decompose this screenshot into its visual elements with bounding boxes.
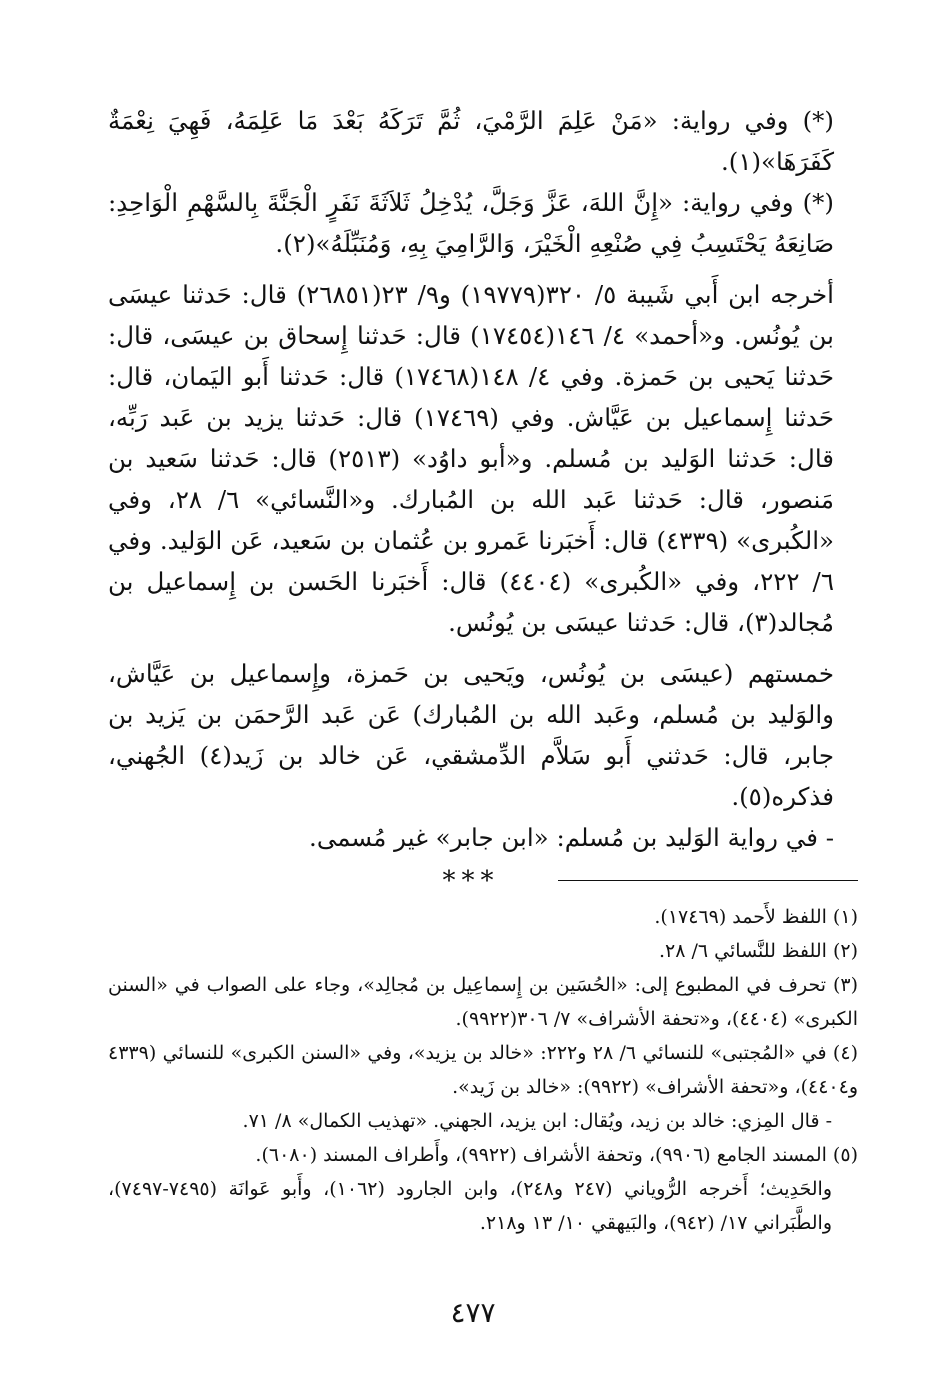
footnote-1: (١) اللفظ لأَحمد (١٧٤٦٩).: [654, 906, 858, 928]
footnote-divider: [558, 880, 858, 881]
narration-paragraph-1: (*) وفي رواية: «مَنْ عَلِمَ الرَّمْيَ، ثُمَّ تَرَكَهُ بَعْدَ مَا عَلِمَهُ، فَهِيَ نِعْمَةٌ كَفَرَهَا»(١).: [108, 106, 834, 176]
footnote-3: (٣) تحرف في المطبوع إلى: «الحُسَين بن إِسماعِيل بن مُجالِد»، وجاء على الصواب في «السنن الكبرى» (٤٤٠٤)، و«تحفة الأشراف» ٧/ ٣٠٦(٩٩٢٢).: [108, 974, 859, 1030]
page-number: ٤٧٧: [450, 1296, 496, 1329]
note-paragraph: - في رواية الوَليد بن مُسلم: «ابن جابر» غير مُسمى.: [309, 823, 834, 852]
isnad-paragraph: خمستهم (عيسَى بن يُونُس، ويَحيى بن حَمزة، وإِسماعيل بن عَيَّاش، والوَليد بن مُسلم، وعَبد الله بن المُبارك) عَن عَبد الرَّحمَن بن يَزيد بن جابر، قال: حَدثني أَبو سَلاَّم الدِّمشقي، عَن خالد بن زَيد(٤) الجُهني، فذكره(٥).: [108, 659, 834, 811]
footnote-5: (٥) المسند الجامع (٩٩٠٦)، وتحفة الأشراف (٩٩٢٢)، وأَطراف المسند (٦٠٨٠).: [255, 1144, 858, 1166]
narration-paragraph-2: (*) وفي رواية: «إِنَّ اللهَ، عَزَّ وَجَلَّ، يُدْخِلُ ثَلاَثَةَ نَفَرٍ الْجَنَّةَ بِالسَّهْمِ الْوَاحِدِ: صَانِعَهُ يَحْتَسِبُ فِي صُنْعِهِ الْخَيْرَ، وَالرَّامِيَ بِهِ، وَمُنَبِّلَهُ»(٢).: [108, 188, 834, 258]
footnote-5-continuation: والحَدِيث؛ أَخرجه الرُّوياني (٢٤٧ و٢٤٨)، وابن الجارود (١٠٦٢)، وأَبو عَوانَة (٧٤٩٥-٧٤٩٧)، والطَّبَراني ١٧/ (٩٤٢)، والبَيهقي ١٠/ ١٣ و٢١٨.: [108, 1178, 833, 1234]
footnote-4-continuation: - قال المِزي: خالد بن زيد، ويُقال: ابن يزيد، الجهني. «تهذيب الكمال» ٨/ ٧١.: [242, 1110, 832, 1132]
footnote-4: (٤) في «المُجتبى» للنسائي ٦/ ٢٨ و٢٢٢: «خالد بن يزيد»، وفي «السنن الكبرى» للنسائي (٤٣٣٩ و٤٤٠٤)، و«تحفة الأشراف» (٩٩٢٢): «خالد بن زَيد».: [108, 1042, 858, 1098]
takhrij-paragraph: أخرجه ابن أَبي شَيبة ٥/ ٣٢٠(١٩٧٧٩) و٩/ ٢٣(٢٦٨٥١) قال: حَدثنا عيسَى بن يُونُس. و«أحمد» ٤/ ١٤٦(١٧٤٥٤) قال: حَدثنا إِسحاق بن عيسَى، قال: حَدثنا يَحيى بن حَمزة. وفي ٤/ ١٤٨(١٧٤٦٨) قال: حَدثنا أَبو اليَمان، قال: حَدثنا إِسماعيل بن عَيَّاش. وفي (١٧٤٦٩) قال: حَدثنا يزيد بن عَبد رَبِّه، قال: حَدثنا الوَليد بن مُسلم. و«أبو داوُد» (٢٥١٣) قال: حَدثنا سَعيد بن مَنصور، قال: حَدثنا عَبد الله بن المُبارك. و«النَّسائي» ٦/ ٢٨، وفي «الكُبرى» (٤٣٣٩) قال: أَخبَرنا عَمرو بن عُثمان بن سَعيد، عَن الوَليد. وفي ٦/ ٢٢٢، وفي «الكُبرى» (٤٤٠٤) قال: أَخبَرنا الحَسن بن إِسماعيل بن مُجالد(٣)، قال: حَدثنا عيسَى بن يُونُس.: [108, 280, 835, 637]
footnote-2: (٢) اللفظ للنَّسائي ٦/ ٢٨.: [659, 940, 858, 962]
footnotes: [108, 900, 858, 1240]
section-separator: ***: [442, 866, 500, 896]
